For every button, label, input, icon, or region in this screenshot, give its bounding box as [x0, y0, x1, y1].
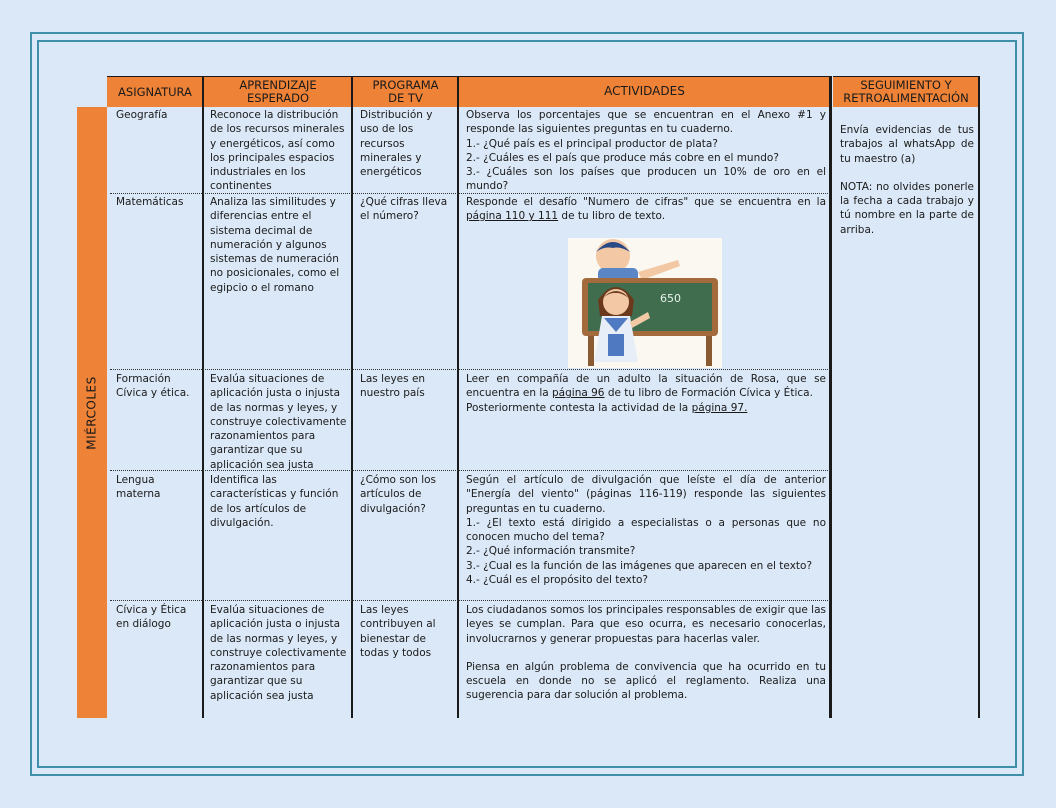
page-link[interactable]: página 96 [552, 387, 605, 400]
activity-paragraph: Piensa en algún problema de convivencia que ha ocurrido en tu escuela en donde no se aplicó el reglamento. Realiza una sugerencia para dar solución al problema. [466, 660, 826, 702]
row-civica-aprendizaje: Evalúa situaciones de aplicación justa o injusta de las normas y leyes, y construye colectivamente razonamientos para garantizar que su aplicación sea justa [210, 604, 347, 702]
row-lengua-aprendizaje: Identifica las características y función de los artículos de divulgación. [210, 474, 339, 529]
row-geografia-asignatura: Geografía [116, 109, 168, 121]
row-divider [110, 600, 830, 601]
activity-text: Posteriormente contesta la actividad de la [466, 401, 692, 414]
page-link[interactable]: página 110 y 111 [466, 210, 559, 223]
row-matematicas-asignatura: Matemáticas [116, 196, 184, 208]
row-fcye-aprendizaje: Evalúa situaciones de aplicación justa o injusta de las normas y leyes, y construye colectivamente razonamientos para garantizar que su aplicación sea justa [210, 373, 347, 471]
header-asignatura: ASIGNATURA [107, 76, 203, 107]
activity-line: Observa los porcentajes que se encuentran en el Anexo #1 y responde las siguientes preguntas en tu cuaderno. [466, 109, 826, 136]
column-divider [831, 76, 832, 718]
row-matematicas-actividades [466, 195, 826, 224]
activity-text: Responde el desafío "Numero de cifras" que se encuentra en la [466, 196, 826, 208]
activity-line: 2.- ¿Cuáles es el país que produce más cobre en el mundo? [466, 151, 779, 164]
activity-text: de tu libro de texto. [558, 210, 666, 223]
column-divider [457, 76, 459, 718]
activity-line: Según el artículo de divulgación que leíste el día de anterior "Energía del viento" (páginas 116-119) responde las siguientes preguntas en tu cuaderno. [466, 474, 826, 515]
header-programa: PROGRAMA DE TV [353, 76, 458, 107]
header-actividades: ACTIVIDADES [459, 76, 830, 107]
row-civica-actividades [466, 603, 826, 703]
day-label: MIÉRCOLES [85, 375, 99, 450]
activity-line: 1.- ¿Qué país es el principal productor de plata? [466, 137, 718, 150]
seguimiento-note: NOTA: no olvides ponerle la fecha a cada trabajo y tú nombre en la parte de arriba. [840, 180, 974, 236]
activity-line: 3.- ¿Cuáles son los países que producen un 10% de oro en el mundo? [466, 166, 826, 193]
chalkboard-number: 650 [660, 292, 681, 305]
activity-paragraph: Los ciudadanos somos los principales responsables de exigir que las leyes se cumplan. Para que eso ocurra, es necesario conocerlas, involucrarnos y generar propuestas para hacerlas valer. [466, 604, 826, 645]
row-lengua-actividades [466, 473, 826, 587]
header-seguimiento: SEGUIMIENTO Y RETROALIMENTACIÓN [833, 76, 979, 107]
children-chalkboard-illustration [568, 238, 722, 368]
row-geografia-actividades [466, 108, 826, 194]
activity-line: 3.- ¿Cual es la función de las imágenes que aparecen en el texto? [466, 559, 813, 572]
row-geografia-programa: Distribución y uso de los recursos minerales y energéticos [360, 109, 433, 179]
row-matematicas-aprendizaje: Analiza las similitudes y diferencias entre el sistema decimal de numeración y algunos sistemas de numeración no posicionales, como el egipcio o el romano [210, 196, 340, 294]
column-divider [978, 76, 980, 718]
row-geografia-aprendizaje: Reconoce la distribución de los recursos minerales y energéticos, así como los principales espacios industriales en los continentes [210, 109, 345, 193]
column-divider [351, 76, 353, 718]
row-lengua-asignatura: Lengua materna [116, 474, 161, 501]
row-fcye-asignatura: Formación Cívica y ética. [116, 373, 190, 400]
column-divider [202, 76, 204, 718]
row-matematicas-programa: ¿Qué cifras lleva el número? [360, 196, 448, 223]
activity-text: Leer en compañía de un adulto la situación de Rosa, que se encuentra en la [466, 373, 826, 400]
row-civica-programa: Las leyes contribuyen al bienestar de todas y todos [360, 604, 436, 659]
row-lengua-programa: ¿Cómo son los artículos de divulgación? [360, 474, 437, 515]
row-civica-asignatura: Cívica y Ética en diálogo [116, 604, 187, 631]
row-fcye-actividades [466, 372, 826, 415]
activity-line: 4.- ¿Cuál es el propósito del texto? [466, 574, 649, 587]
activity-text: de tu libro de Formación Cívica y Ética. [604, 387, 813, 400]
activity-line: 1.- ¿El texto está dirigido a especialistas o a personas que no conocen mucho del tema? [466, 516, 826, 544]
row-fcye-programa: Las leyes en nuestro país [360, 373, 426, 400]
seguimiento-content [840, 123, 974, 237]
seguimiento-instructions: Envía evidencias de tus trabajos al whatsApp de tu maestro (a) [840, 124, 974, 165]
header-aprendizaje: APRENDIZAJE ESPERADO [204, 76, 352, 107]
row-divider [110, 369, 830, 370]
page-link[interactable]: página 97. [691, 401, 748, 414]
activity-line: 2.- ¿Qué información transmite? [466, 545, 636, 558]
